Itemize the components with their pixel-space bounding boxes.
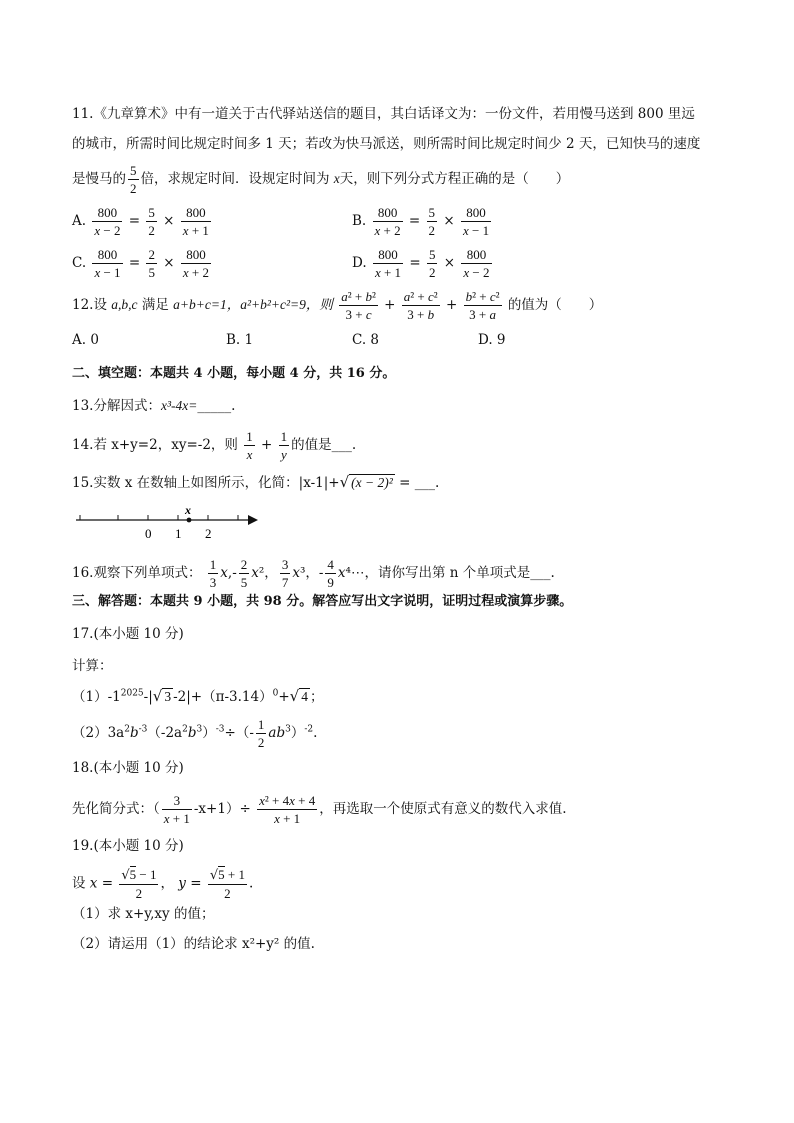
option-lhs-fraction: $\frac{800}{x + 1}$ — [374, 247, 402, 280]
q13-blank: _____ — [197, 398, 232, 414]
q18-fraction-1: $\frac{3}{x + 1}$ — [163, 793, 190, 826]
q19-x-fraction: $\frac{√5 - 1}{2}$ — [121, 867, 157, 901]
q18-pre: 先化简分式：（ — [72, 801, 160, 817]
q16-end: ，请你写出第 n 个单项式是___. — [364, 565, 555, 581]
tick-label-2: 2 — [205, 526, 212, 541]
option-rhs-fraction: $\frac{800}{x - 2}$ — [463, 247, 490, 280]
q17-part1: $(1)-1^{2025}-|√$ 3 $-2|+(\pi-3.14)^0+√$ 4 ； — [72, 687, 324, 705]
q11-line3-suffix: 倍，求规定时间．设规定时间为 — [140, 171, 330, 187]
q17-p2-pre: （2）3a — [72, 725, 125, 741]
q11-line2: 的城市，所需时间比规定时间多 1 天；若改为快马派送，则所需时间比规定时间少 2 天，已知快马的速度 — [72, 136, 701, 152]
q12-option-d: D. 9 — [478, 332, 506, 348]
q12-fraction-1: $\frac{\text{a² + b²}}{3 + c}$ — [341, 289, 376, 322]
tick-label-0: 0 — [145, 526, 152, 541]
q17-p2-c: ÷（- — [224, 725, 254, 741]
q12-option-c: C. 8 — [352, 332, 380, 348]
q14-fraction-x: $\frac{1}{x}$ — [246, 429, 253, 462]
option-letter: D. — [352, 255, 367, 271]
q11-option-b: B. $\frac{800}{x + 2}$ = $\frac{5}{2}$ × $\frac{800}{x - 1}$ — [352, 205, 490, 238]
q11-option-c: C. $\frac{800}{x - 1}$ = $\frac{2}{5}$ × $\frac{800}{x + 2}$ — [72, 247, 209, 280]
q11-line3 — [72, 162, 569, 197]
point-x-dot — [187, 518, 192, 523]
q17-intro: 计算： — [72, 658, 113, 674]
q17-part2: $(2)3a^2b^{-3}(-2a^2b^3)^{-3}\div(-$ $\frac{1}{2}$ $ab^3)^{-2}$. — [72, 717, 318, 750]
q15-line — [72, 472, 439, 493]
q17-p1-pre: （1）-1 — [72, 689, 121, 705]
q17-fraction-half: $\frac{1}{2}$ — [257, 717, 265, 750]
q19-y-fraction: $\frac{√5 + 1}{2}$ — [209, 867, 245, 901]
q17-head: 17.(本小题 10 分) — [72, 626, 184, 642]
fraction-five-halves: $\frac{5}{2}$ — [130, 163, 137, 196]
sqrt-icon: √ — [289, 687, 300, 705]
q19-sub1: （1）求 x+y,xy 的值； — [72, 906, 215, 922]
option-lhs-fraction: $\frac{800}{x + 2}$ — [374, 205, 401, 238]
q12-option-b: B. 1 — [226, 332, 254, 348]
q11-option-d: D. $\frac{800}{x + 1}$ = $\frac{5}{2}$ × $\frac{800}{x - 2}$ — [352, 247, 490, 280]
arrow-right-icon — [248, 515, 258, 525]
q12-line: 12.设 a,b,c 满足 a+b+c=1，a²+b²+c²=9，则 $\frac{\text{a² + b²}}{3 + c}$ + $\frac{\text{a² + c²}}{3 + b}$ + $\frac{\text{b² + c²}}{3 + a}$ 的值为（ ） — [72, 289, 603, 322]
q13-line — [72, 396, 235, 416]
q14-line: 14.若 x+y=2，xy=-2，则 $\frac{1}{x}$ + $\frac{1}{y}$ 的值是___. — [72, 429, 357, 462]
option-rhs-fraction: $\frac{800}{x - 1}$ — [462, 205, 490, 238]
q14-end: 的值是___. — [291, 437, 357, 453]
q16-line: 16.观察下列单项式： $\frac{1}{3}$ x,- $\frac{2}{5}$ x²， $\frac{3}{7}$ x³，- $\frac{4}{9}$ x⁴⋯，请你写出第 n 个单项式是___. — [72, 557, 555, 590]
q19-line: 设 x = $\frac{√5 - 1}{2}$ ， y = $\frac{√5 + 1}{2}$ . — [72, 867, 254, 901]
q18-end: ，再选取一个使原式有意义的数代入求值. — [319, 801, 567, 817]
option-ratio-fraction: $\frac{5}{2}$ — [148, 205, 155, 238]
option-rhs-fraction: $\frac{800}{x + 1}$ — [182, 205, 209, 238]
q17-p1-mid: -| — [143, 689, 153, 705]
q15-end: = ___. — [399, 475, 440, 491]
section-solve-heading: 三、解答题：本题共 9 小题，共 98 分。解答应写出文字说明，证明过程或演算步骤。 — [72, 594, 573, 609]
sqrt-icon: √ — [152, 687, 163, 705]
q12-fraction-3: $\frac{\text{b² + c²}}{3 + a}$ — [465, 289, 500, 322]
point-x-label: x — [185, 508, 191, 517]
q12-prefix: 12.设 — [72, 297, 107, 313]
q17-p2-b: ） — [202, 725, 216, 741]
q12-vars: a,b,c — [111, 297, 138, 312]
q12-cond2: a²+b²+c²=9，则 — [240, 297, 333, 312]
q17-p1-radicand-2: 4 — [301, 689, 308, 704]
number-line — [72, 508, 272, 544]
q18-head: 18.(本小题 10 分) — [72, 760, 184, 776]
option-ratio-fraction: $\frac{5}{2}$ — [428, 205, 436, 238]
q13-text: 13.分解因式： — [72, 398, 161, 414]
q17-p2-end: . — [313, 725, 318, 741]
q12-fraction-2: $\frac{\text{a² + c²}}{3 + b}$ — [403, 289, 438, 322]
option-lhs-fraction: $\frac{800}{x - 1}$ — [94, 247, 121, 280]
q16-term-2: $\frac{2}{5}$ — [240, 557, 248, 590]
sqrt-icon: √ — [339, 473, 350, 491]
q17-p1-b: + — [278, 689, 290, 705]
section-fill-in-heading: 二、填空题：本题共 4 小题，每小题 4 分，共 16 分。 — [72, 366, 396, 381]
q17-p2-d: ab — [268, 725, 286, 741]
option-ratio-fraction: $\frac{5}{2}$ — [428, 247, 436, 280]
q16-text: 16.观察下列单项式： — [72, 565, 202, 581]
q17-p1-radicand: 3 — [164, 689, 172, 704]
q11-var: x — [333, 171, 340, 186]
tick-label-1: 1 — [175, 526, 182, 541]
q14-fraction-y: $\frac{1}{y}$ — [280, 429, 288, 462]
q19-sub2: （2）请运用（1）的结论求 x²+y² 的值. — [72, 936, 315, 952]
q15-text: 15.实数 x 在数轴上如图所示，化简：|x-1|+ — [72, 475, 340, 491]
option-letter: C. — [72, 255, 87, 271]
q18-line — [72, 792, 567, 827]
q11-line1: 11.《九章算术》中有一道关于古代驿站送信的题目，其白话译文为：一份文件，若用慢马送到 800 里远 — [72, 106, 695, 122]
q16-term-1: $\frac{1}{3}$ — [209, 557, 217, 590]
q13-expr: x³-4x= — [160, 398, 198, 413]
q18-fraction-2: $\frac{\text{x² + 4x + 4}}{x + 1}$ — [259, 793, 316, 826]
q12-option-a: A. 0 — [72, 332, 99, 348]
q12-mid: 满足 — [141, 297, 169, 313]
option-letter: A. — [72, 213, 87, 229]
q17-p1-a: -2|+（π-3.14） — [173, 689, 273, 705]
q11-line3-prefix: 是慢马的 — [72, 171, 126, 187]
q15-radicand: (x − 2)² — [351, 475, 393, 490]
q12-suffix: 的值为（ ） — [507, 297, 603, 313]
q17-p2-e: ） — [290, 725, 305, 741]
q16-term-3: $\frac{3}{7}$ — [281, 557, 289, 590]
q13-end: . — [231, 398, 236, 414]
q17-p2-a: （-2a — [147, 725, 183, 741]
q12-cond1: a+b+c=1， — [173, 297, 241, 312]
q19-head: 19.(本小题 10 分) — [72, 838, 184, 854]
option-ratio-fraction: $\frac{2}{5}$ — [148, 247, 155, 280]
q17-p1-end: ； — [309, 689, 324, 705]
q11-line3-end: 天，则下列分式方程正确的是（ ） — [339, 171, 570, 187]
q16-term-4: $\frac{4}{9}$ — [327, 557, 334, 590]
option-rhs-fraction: $\frac{800}{x + 2}$ — [182, 247, 209, 280]
q19-pre: 设 — [72, 875, 86, 892]
q18-mid: -x+1）÷ — [193, 801, 251, 817]
q11-option-a: A. $\frac{800}{x - 2}$ = $\frac{5}{2}$ × $\frac{800}{x + 1}$ — [72, 205, 209, 238]
q14-text: 14.若 x+y=2，xy=-2，则 — [72, 437, 238, 453]
option-letter: B. — [352, 213, 367, 229]
option-lhs-fraction: $\frac{800}{x - 2}$ — [94, 205, 121, 238]
